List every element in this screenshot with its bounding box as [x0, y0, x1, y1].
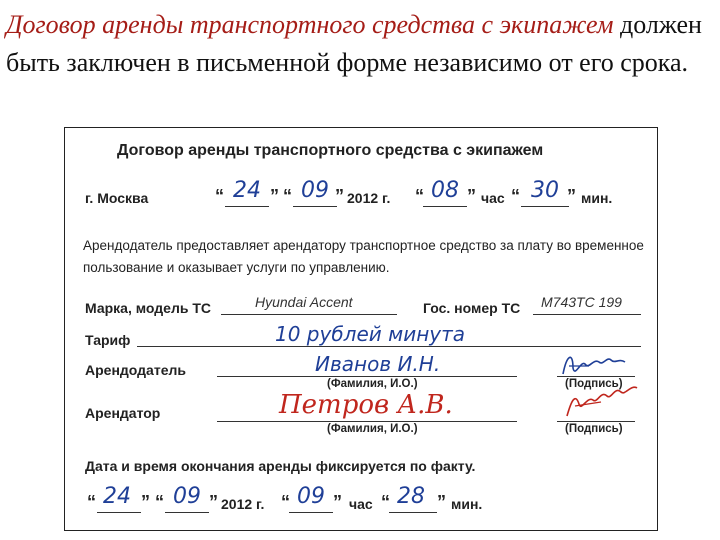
intro-text — [6, 6, 712, 82]
end-minute-line — [389, 512, 437, 513]
intro-rest: должен быть заключен в письменной форме независимо от его срока. — [6, 10, 702, 77]
quote-mark: “ — [155, 492, 164, 512]
brand-value: Hyundai Accent — [255, 294, 353, 310]
end-day-line — [97, 512, 141, 513]
hour-label: час — [481, 190, 505, 206]
time-minute: 30 — [531, 178, 559, 203]
quote-mark: ” — [467, 186, 476, 206]
end-day: 24 — [103, 484, 131, 509]
end-minute: 28 — [397, 484, 425, 509]
day-line — [225, 206, 269, 207]
hour-line — [423, 206, 467, 207]
tariff-line — [137, 346, 641, 347]
contract-form — [64, 127, 658, 531]
lessor-line — [217, 376, 517, 377]
month-line — [293, 206, 337, 207]
quote-mark: “ — [381, 492, 390, 512]
quote-mark: ” — [335, 186, 344, 206]
minute-label: мин. — [581, 190, 613, 206]
tariff-value: 10 рублей минута — [275, 322, 466, 346]
contract-clause: Арендодатель предоставляет арендатору транспортное средство за плату во временное пользование и оказывает услуги по управлению. — [83, 238, 644, 275]
quote-mark: ” — [333, 492, 342, 512]
quote-mark: “ — [415, 186, 424, 206]
year-label: 2012 г. — [347, 190, 391, 206]
lessee-name: Петров А.В. — [279, 390, 453, 420]
intro-emphasis: Договор аренды транспортного средства с экипажем — [6, 10, 614, 39]
city-label: г. Москва — [85, 190, 149, 206]
quote-mark: “ — [511, 186, 520, 206]
plate-label: Гос. номер ТС — [423, 300, 521, 316]
quote-mark: ” — [141, 492, 150, 512]
end-minute-label: мин. — [451, 496, 483, 512]
lessor-sign-line — [557, 376, 635, 377]
quote-mark: “ — [281, 492, 290, 512]
minute-line — [521, 206, 569, 207]
end-hour-label: час — [349, 496, 373, 512]
quote-mark: “ — [215, 186, 224, 206]
quote-mark: ” — [437, 492, 446, 512]
brand-line — [221, 314, 397, 315]
end-year-label: 2012 г. — [221, 496, 265, 512]
lessee-name-hint: (Фамилия, И.О.) — [327, 423, 418, 435]
quote-mark: “ — [283, 186, 292, 206]
quote-mark: ” — [567, 186, 576, 206]
quote-mark: “ — [87, 492, 96, 512]
lessee-label: Арендатор — [85, 405, 161, 421]
lessee-signature — [561, 382, 641, 422]
lessee-line — [217, 421, 517, 422]
brand-label: Марка, модель ТС — [85, 300, 212, 316]
lessor-name-hint: (Фамилия, И.О.) — [327, 378, 418, 390]
end-hour: 09 — [297, 484, 325, 509]
form-title: Договор аренды транспортного средства с экипажем — [117, 142, 544, 159]
quote-mark: ” — [270, 186, 279, 206]
date-month: 09 — [301, 178, 329, 203]
end-hour-line — [289, 512, 333, 513]
plate-value: М743ТС 199 — [541, 294, 622, 310]
end-month-line — [165, 512, 209, 513]
lessee-sign-hint: (Подпись) — [565, 423, 623, 435]
lessor-label: Арендодатель — [85, 362, 186, 378]
time-hour: 08 — [431, 178, 459, 203]
tariff-label: Тариф — [85, 332, 131, 348]
end-note: Дата и время окончания аренды фиксируется по факту. — [85, 458, 476, 474]
quote-mark: ” — [209, 492, 218, 512]
date-day: 24 — [233, 178, 261, 203]
lessor-name: Иванов И.Н. — [315, 352, 441, 376]
end-month: 09 — [173, 484, 201, 509]
lessee-sign-line — [557, 421, 635, 422]
lessor-sign-hint: (Подпись) — [565, 378, 623, 390]
plate-line — [533, 314, 641, 315]
